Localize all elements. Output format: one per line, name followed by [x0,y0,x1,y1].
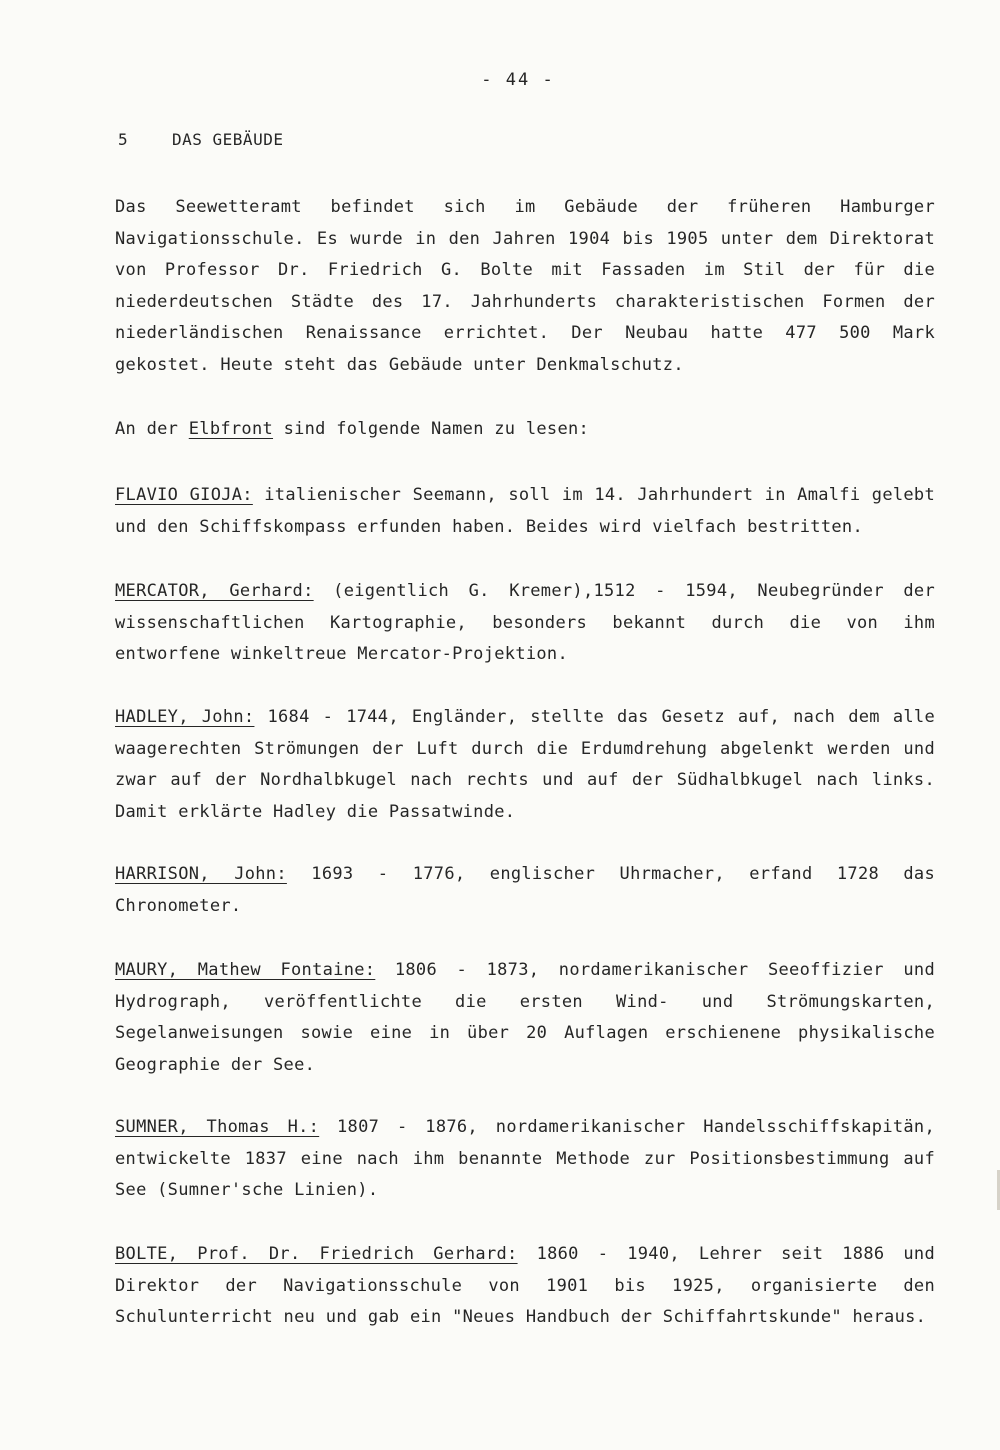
elbfront-suffix: sind folgende Namen zu lesen: [273,419,590,439]
entry-name: FLAVIO GIOJA: [115,485,253,505]
elbfront-prefix: An der [115,419,189,439]
entry-text: 1806 - 1873, nordamerikanischer Seeoffizier und Hydrograph, veröffentlichte die ersten Wind- und Strömungskarten, Segelanweisungen sowie eine in über 20 Auflagen erschienene physikalische Geographie der See. [115,960,935,1075]
page-number: - 44 - [481,70,555,90]
entry-name: MERCATOR, Gerhard: [115,581,314,601]
elbfront-paragraph [115,414,935,446]
entry-gioja [115,480,935,543]
entry-harrison [115,859,935,922]
entry-name: HARRISON, John: [115,864,287,884]
section-title: DAS GEBÄUDE [172,130,284,149]
entry-text: (eigentlich G. Kremer),1512 - 1594, Neubegründer der wissenschaftlichen Kartographie, besonders bekannt durch die von ihm entworfene winkeltreue Mercator-Projektion. [115,581,935,664]
entry-text: 1807 - 1876, nordamerikanischer Handelsschiffskapitän, entwickelte 1837 eine nach ihm benannte Methode zur Positionsbestimmung auf See (Sumner'sche Linien). [115,1117,935,1200]
entry-hadley [115,702,935,828]
section-number: 5 [118,130,129,149]
entry-name: SUMNER, Thomas H.: [115,1117,320,1137]
entry-maury [115,955,935,1081]
entry-sumner [115,1112,935,1207]
entry-name: MAURY, Mathew Fontaine: [115,960,376,980]
intro-paragraph: Das Seewetteramt befindet sich im Gebäude der früheren Hamburger Navigationsschule. Es wurde in den Jahren 1904 bis 1905 unter dem Direktorat von Professor Dr. Friedrich G. Bolte mit Fassaden im Stil der für die niederdeutschen Städte des 17. Jahrhunderts charakteristischen Formen der niederländischen Renaissance errichtet. Der Neubau hatte 477 500 Mark gekostet. Heute steht das Gebäude unter Denkmalschutz. [115,197,935,375]
section-heading [118,130,283,149]
entry-text: 1860 - 1940, Lehrer seit 1886 und Direktor der Navigationsschule von 1901 bis 1925, organisierte den Schulunterricht neu und gab ein "Neues Handbuch der Schiffahrtskunde" heraus. [115,1244,935,1327]
elbfront-term: Elbfront [188,419,274,439]
entry-text: italienischer Seemann, soll im 14. Jahrhundert in Amalfi gelebt und den Schiffskompass erfunden haben. Beides wird vielfach bestritten. [115,485,936,537]
entry-text: 1693 - 1776, englischer Uhrmacher, erfand 1728 das Chronometer. [115,864,936,916]
entry-mercator [115,576,935,671]
entry-text: 1684 - 1744, Engländer, stellte das Gesetz auf, nach dem alle waagerechten Strömungen der Luft durch die Erdumdrehung abgelenkt werden und zwar auf der Nordhalbkugel nach rechts und auf der Südhalbkugel nach links. Damit erklärte Hadley die Passatwinde. [115,707,935,822]
entry-name: HADLEY, John: [115,707,255,727]
entry-name: BOLTE, Prof. Dr. Friedrich Gerhard: [115,1244,518,1264]
entry-bolte [115,1239,935,1334]
